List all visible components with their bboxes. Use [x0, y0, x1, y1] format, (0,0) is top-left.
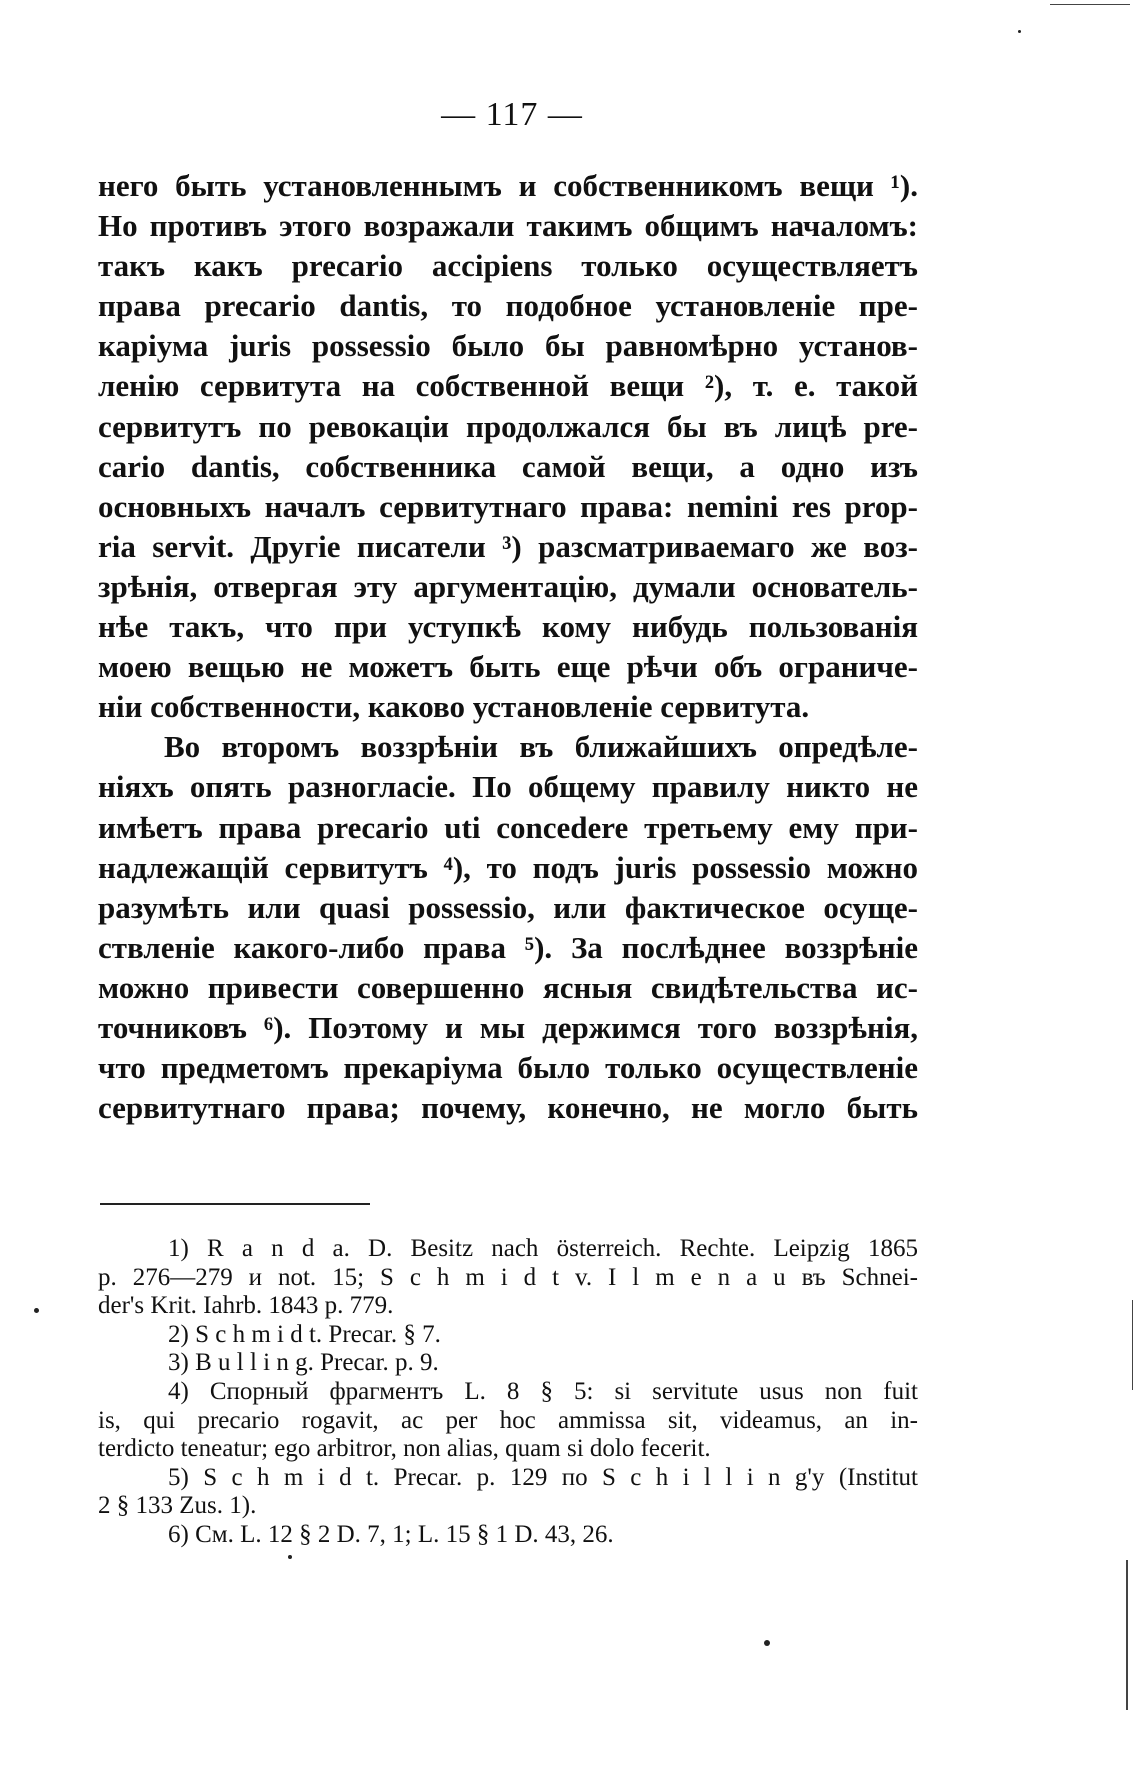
footnote-separator — [100, 1203, 370, 1205]
footnote-line: 2) S c h m i d t. Precar. § 7. — [168, 1320, 441, 1348]
main-text-line: основныхъ началъ сервитутнаго права: nemini res prop- — [98, 488, 918, 524]
scan-speck — [1018, 30, 1021, 33]
main-text-line: такъ какъ precario accipiens только осуществляетъ — [98, 248, 918, 284]
footnotes — [98, 1235, 918, 1550]
main-text-line: сервитутнаго права; почему, конечно, не могло быть — [98, 1090, 918, 1126]
main-text-line: имѣетъ права precario uti concedere третьему ему при- — [98, 809, 918, 845]
page-edge-mark — [1050, 4, 1130, 5]
main-text — [98, 166, 918, 1128]
main-text-line: Но противъ этого возражали такимъ общимъ началомъ: — [98, 208, 918, 244]
main-text-line: ствленіе какого-либо права ⁵). За послѣднее воззрѣніе — [98, 929, 918, 965]
main-text-line: что предметомъ прекаріума было только осуществленіе — [98, 1050, 918, 1086]
main-text-line: сервитутъ по ревокаціи продолжался бы въ лицѣ pre- — [98, 408, 918, 444]
main-text-line: Во второмъ воззрѣніи въ ближайшихъ опредѣле- — [164, 729, 918, 765]
page-number: — 117 — — [441, 96, 583, 133]
footnote-line: 6) См. L. 12 § 2 D. 7, 1; L. 15 § 1 D. 43, 26. — [168, 1520, 614, 1548]
main-text-line: нѣе такъ, что при уступкѣ кому нибудь пользованія — [98, 609, 918, 645]
main-text-line: cario dantis, собственника самой вещи, а одно изъ — [98, 448, 918, 484]
footnote-line: der's Krit. Iahrb. 1843 p. 779. — [98, 1292, 394, 1320]
main-text-line: разумѣть или quasi possessio, или фактическое осуще- — [98, 889, 918, 925]
scan-speck — [764, 1640, 770, 1646]
page-edge-mark — [1132, 1300, 1133, 1390]
footnote-line: is, qui precario rogavit, ac per hoc ammissa sit, videamus, an in- — [98, 1406, 918, 1434]
main-text-line: ніяхъ опять разногласіе. По общему правилу никто не — [98, 769, 918, 805]
main-text-line: ria servit. Другіе писатели ³) разсматриваемаго же воз- — [98, 528, 918, 564]
main-text-line: надлежащій сервитутъ ⁴), то подъ juris possessio можно — [98, 849, 918, 885]
main-text-line: него быть установленнымъ и собственникомъ вещи ¹). — [98, 168, 918, 203]
main-text-line: каріума juris possessio было бы равномѣрно установ- — [98, 328, 918, 364]
scan-speck — [288, 1555, 292, 1559]
main-text-line: моею вещью не можетъ быть еще рѣчи объ ограниче- — [98, 649, 918, 685]
main-text-line: можно привести совершенно ясныя свидѣтельства ис- — [98, 969, 918, 1005]
main-text-line: точниковъ ⁶). Поэтому и мы держимся того воззрѣнія, — [98, 1009, 918, 1045]
footnote-line: 2 § 133 Zus. 1). — [98, 1492, 257, 1520]
footnote-line: 1) R a n d a. D. Besitz nach österreich. Rechte. Leipzig 1865 — [168, 1235, 918, 1262]
footnote-line: 3) B u l l i n g. Precar. p. 9. — [168, 1349, 439, 1377]
main-text-line: права precario dantis, то подобное установленіе пре- — [98, 288, 918, 324]
page-edge-mark — [1126, 1560, 1128, 1710]
footnote-line: 4) Спорный фрагментъ L. 8 § 5: si servitute usus non fuit — [168, 1377, 918, 1405]
footnote-line: p. 276—279 и not. 15; S c h m i d t v. I l m e n a u въ Schnei- — [98, 1263, 918, 1291]
footnote-line: 5) S c h m i d t. Precar. p. 129 по S c h i l l i n g'y (Institut — [168, 1463, 918, 1491]
main-text-line: зрѣнія, отвергая эту аргументацію, думали основатель- — [98, 568, 918, 604]
scan-speck — [34, 1308, 39, 1313]
main-text-line: ніи собственности, каково установленіе сервитута. — [98, 689, 810, 725]
main-text-line: ленію сервитута на собственной вещи ²), т. е. такой — [98, 368, 918, 404]
footnote-line: terdicto teneatur; ego arbitror, non alias, quam si dolo fecerit. — [98, 1435, 711, 1463]
